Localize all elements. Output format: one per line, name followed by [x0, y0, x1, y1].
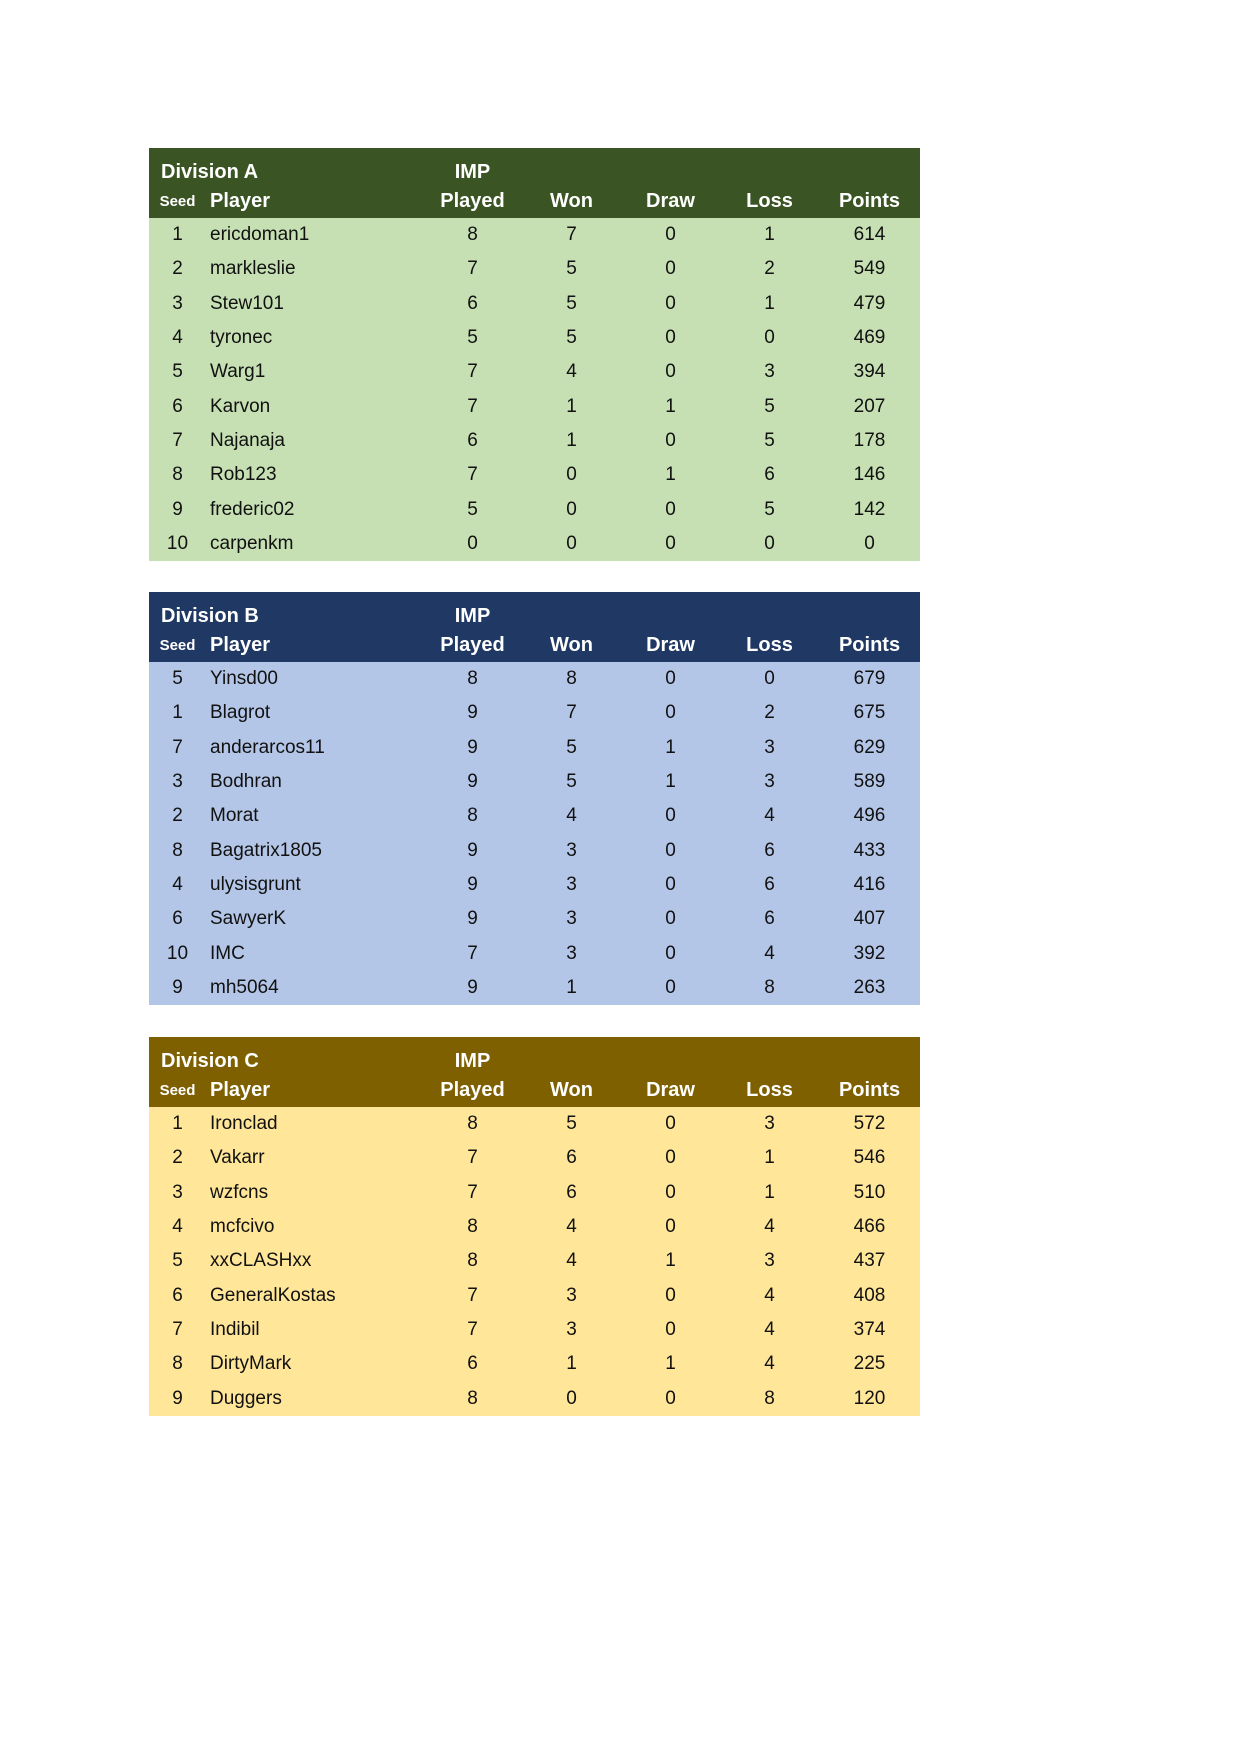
- imp-label: IMP: [454, 161, 491, 183]
- table-row: [149, 1176, 920, 1210]
- points-cell: 614: [853, 224, 886, 246]
- division-header: [149, 148, 920, 218]
- loss-cell: 3: [764, 361, 775, 383]
- seed-cell: 2: [172, 258, 183, 280]
- player-cell: mh5064: [210, 976, 279, 998]
- points-cell: 394: [853, 361, 886, 383]
- table-row: [149, 696, 920, 730]
- table-row: [149, 833, 920, 867]
- player-cell: Indibil: [210, 1318, 260, 1340]
- seed-cell: 6: [172, 395, 183, 417]
- draw-cell: 0: [665, 668, 676, 690]
- draw-cell: 1: [665, 736, 676, 758]
- seed-cell: 8: [172, 464, 183, 486]
- player-cell: Duggers: [210, 1387, 282, 1409]
- col-header-seed: Seed: [159, 637, 196, 654]
- seed-cell: 9: [172, 976, 183, 998]
- played-cell: 6: [467, 292, 478, 314]
- loss-cell: 3: [764, 771, 775, 793]
- seed-cell: 5: [172, 668, 183, 690]
- division-c-table: [149, 1037, 915, 1416]
- seed-cell: 6: [172, 1284, 183, 1306]
- player-cell: Yinsd00: [210, 668, 278, 690]
- points-cell: 120: [853, 1387, 886, 1409]
- draw-cell: 0: [665, 942, 676, 964]
- draw-cell: 0: [665, 532, 676, 554]
- played-cell: 8: [467, 805, 478, 827]
- played-cell: 9: [467, 702, 478, 724]
- won-cell: 5: [566, 327, 577, 349]
- won-cell: 4: [566, 1216, 577, 1238]
- points-cell: 0: [864, 532, 875, 554]
- won-cell: 4: [566, 361, 577, 383]
- player-cell: SawyerK: [210, 908, 287, 930]
- loss-cell: 2: [764, 702, 775, 724]
- table-row: [149, 1107, 920, 1141]
- points-cell: 142: [853, 498, 886, 520]
- won-cell: 3: [566, 1284, 577, 1306]
- table-row: [149, 492, 920, 526]
- draw-cell: 1: [665, 771, 676, 793]
- draw-cell: 0: [665, 258, 676, 280]
- played-cell: 6: [467, 1353, 478, 1375]
- division-title: Division C: [161, 1050, 259, 1072]
- won-cell: 5: [566, 258, 577, 280]
- division-body: [149, 1107, 920, 1416]
- col-header-loss: Loss: [746, 634, 793, 656]
- won-cell: 0: [566, 464, 577, 486]
- player-cell: tyronec: [210, 327, 273, 349]
- loss-cell: 0: [764, 532, 775, 554]
- won-cell: 0: [566, 532, 577, 554]
- table-row: [149, 662, 920, 696]
- table-row: [149, 1313, 920, 1347]
- player-cell: DirtyMark: [210, 1353, 292, 1375]
- division-table: [149, 1037, 920, 1416]
- draw-cell: 0: [665, 1181, 676, 1203]
- loss-cell: 0: [764, 327, 775, 349]
- loss-cell: 8: [764, 1387, 775, 1409]
- seed-cell: 7: [172, 429, 183, 451]
- points-cell: 679: [853, 668, 886, 690]
- played-cell: 9: [467, 873, 478, 895]
- points-cell: 407: [853, 908, 886, 930]
- played-cell: 8: [467, 224, 478, 246]
- draw-cell: 0: [665, 976, 676, 998]
- draw-cell: 0: [665, 224, 676, 246]
- draw-cell: 0: [665, 498, 676, 520]
- draw-cell: 0: [665, 1387, 676, 1409]
- table-row: [149, 458, 920, 492]
- points-cell: 392: [853, 942, 886, 964]
- table-row: [149, 1347, 920, 1381]
- col-header-played: Played: [440, 634, 505, 656]
- points-cell: 469: [853, 327, 886, 349]
- seed-cell: 4: [172, 327, 183, 349]
- won-cell: 3: [566, 1318, 577, 1340]
- player-cell: carpenkm: [210, 532, 294, 554]
- points-cell: 225: [853, 1353, 886, 1375]
- player-cell: markleslie: [210, 258, 296, 280]
- division-title: Division A: [161, 161, 259, 183]
- loss-cell: 2: [764, 258, 775, 280]
- player-cell: Stew101: [210, 292, 284, 314]
- won-cell: 5: [566, 1113, 577, 1135]
- points-cell: 207: [853, 395, 886, 417]
- loss-cell: 6: [764, 873, 775, 895]
- player-cell: anderarcos11: [210, 736, 325, 758]
- won-cell: 3: [566, 942, 577, 964]
- loss-cell: 6: [764, 839, 775, 861]
- division-table: [149, 592, 920, 1005]
- played-cell: 9: [467, 839, 478, 861]
- table-row: [149, 765, 920, 799]
- player-cell: GeneralKostas: [210, 1284, 336, 1306]
- played-cell: 7: [467, 258, 478, 280]
- played-cell: 7: [467, 942, 478, 964]
- draw-cell: 1: [665, 464, 676, 486]
- col-header-draw: Draw: [646, 190, 695, 212]
- won-cell: 3: [566, 839, 577, 861]
- draw-cell: 0: [665, 908, 676, 930]
- table-row: [149, 1278, 920, 1312]
- seed-cell: 1: [172, 224, 183, 246]
- loss-cell: 1: [764, 1147, 775, 1169]
- played-cell: 8: [467, 1250, 478, 1272]
- player-cell: IMC: [210, 942, 245, 964]
- col-header-played: Played: [440, 1079, 505, 1101]
- table-row: [149, 868, 920, 902]
- points-cell: 178: [853, 429, 886, 451]
- seed-cell: 9: [172, 1387, 183, 1409]
- won-cell: 7: [566, 702, 577, 724]
- player-cell: Bodhran: [210, 771, 282, 793]
- draw-cell: 0: [665, 1113, 676, 1135]
- draw-cell: 0: [665, 327, 676, 349]
- player-cell: Najanaja: [210, 429, 285, 451]
- table-row: [149, 252, 920, 286]
- played-cell: 6: [467, 429, 478, 451]
- table-row: [149, 218, 920, 252]
- seed-cell: 5: [172, 361, 183, 383]
- played-cell: 5: [467, 498, 478, 520]
- imp-label: IMP: [454, 1050, 491, 1072]
- draw-cell: 0: [665, 292, 676, 314]
- division-b-table: [149, 592, 915, 1005]
- loss-cell: 3: [764, 1113, 775, 1135]
- col-header-points: Points: [838, 190, 901, 212]
- loss-cell: 4: [764, 1284, 775, 1306]
- won-cell: 0: [566, 498, 577, 520]
- col-header-player: Player: [210, 1079, 271, 1101]
- points-cell: 675: [853, 702, 886, 724]
- points-cell: 572: [853, 1113, 886, 1135]
- loss-cell: 3: [764, 1250, 775, 1272]
- loss-cell: 4: [764, 942, 775, 964]
- draw-cell: 0: [665, 805, 676, 827]
- division-body: [149, 218, 920, 561]
- points-cell: 510: [853, 1181, 886, 1203]
- played-cell: 5: [467, 327, 478, 349]
- seed-cell: 1: [172, 702, 183, 724]
- imp-label: IMP: [454, 605, 491, 627]
- seed-cell: 7: [172, 1318, 183, 1340]
- won-cell: 0: [566, 1387, 577, 1409]
- player-cell: frederic02: [210, 498, 295, 520]
- loss-cell: 4: [764, 1318, 775, 1340]
- table-row: [149, 936, 920, 970]
- table-row: [149, 1141, 920, 1175]
- player-cell: Vakarr: [210, 1147, 265, 1169]
- loss-cell: 5: [764, 429, 775, 451]
- loss-cell: 4: [764, 1216, 775, 1238]
- table-row: [149, 1210, 920, 1244]
- player-cell: ulysisgrunt: [210, 873, 301, 895]
- points-cell: 589: [853, 771, 886, 793]
- won-cell: 1: [566, 395, 577, 417]
- player-cell: Ironclad: [210, 1113, 278, 1135]
- loss-cell: 1: [764, 224, 775, 246]
- table-row: [149, 527, 920, 561]
- loss-cell: 5: [764, 395, 775, 417]
- col-header-seed: Seed: [159, 1082, 196, 1099]
- loss-cell: 1: [764, 1181, 775, 1203]
- seed-cell: 1: [172, 1113, 183, 1135]
- col-header-loss: Loss: [746, 190, 793, 212]
- col-header-won: Won: [550, 190, 593, 212]
- col-header-points: Points: [838, 1079, 901, 1101]
- won-cell: 5: [566, 771, 577, 793]
- seed-cell: 2: [172, 805, 183, 827]
- won-cell: 5: [566, 736, 577, 758]
- loss-cell: 8: [764, 976, 775, 998]
- player-cell: wzfcns: [210, 1181, 269, 1203]
- player-cell: Warg1: [210, 361, 266, 383]
- won-cell: 8: [566, 668, 577, 690]
- seed-cell: 6: [172, 908, 183, 930]
- won-cell: 4: [566, 805, 577, 827]
- points-cell: 374: [853, 1318, 886, 1340]
- table-row: [149, 355, 920, 389]
- table-row: [149, 799, 920, 833]
- won-cell: 3: [566, 873, 577, 895]
- draw-cell: 0: [665, 873, 676, 895]
- table-row: [149, 424, 920, 458]
- player-cell: Blagrot: [210, 702, 271, 724]
- loss-cell: 6: [764, 908, 775, 930]
- points-cell: 263: [853, 976, 886, 998]
- points-cell: 433: [853, 839, 886, 861]
- won-cell: 4: [566, 1250, 577, 1272]
- table-row: [149, 971, 920, 1005]
- played-cell: 0: [467, 532, 478, 554]
- table-row: [149, 389, 920, 423]
- player-cell: ericdoman1: [210, 224, 310, 246]
- col-header-player: Player: [210, 634, 271, 656]
- draw-cell: 0: [665, 1216, 676, 1238]
- loss-cell: 5: [764, 498, 775, 520]
- table-row: [149, 1381, 920, 1415]
- played-cell: 7: [467, 464, 478, 486]
- col-header-draw: Draw: [646, 1079, 695, 1101]
- played-cell: 7: [467, 1181, 478, 1203]
- seed-cell: 10: [166, 532, 189, 554]
- loss-cell: 1: [764, 292, 775, 314]
- col-header-loss: Loss: [746, 1079, 793, 1101]
- player-cell: Karvon: [210, 395, 271, 417]
- played-cell: 9: [467, 976, 478, 998]
- played-cell: 8: [467, 1216, 478, 1238]
- points-cell: 496: [853, 805, 886, 827]
- played-cell: 7: [467, 1318, 478, 1340]
- seed-cell: 3: [172, 1181, 183, 1203]
- division-header: [149, 592, 920, 662]
- won-cell: 1: [566, 1353, 577, 1375]
- played-cell: 8: [467, 1113, 478, 1135]
- points-cell: 408: [853, 1284, 886, 1306]
- won-cell: 6: [566, 1181, 577, 1203]
- division-title: Division B: [161, 605, 259, 627]
- loss-cell: 4: [764, 1353, 775, 1375]
- table-row: [149, 1244, 920, 1278]
- won-cell: 1: [566, 429, 577, 451]
- seed-cell: 4: [172, 1216, 183, 1238]
- points-cell: 546: [853, 1147, 886, 1169]
- loss-cell: 3: [764, 736, 775, 758]
- won-cell: 3: [566, 908, 577, 930]
- draw-cell: 0: [665, 1147, 676, 1169]
- loss-cell: 6: [764, 464, 775, 486]
- points-cell: 479: [853, 292, 886, 314]
- seed-cell: 10: [166, 942, 189, 964]
- points-cell: 629: [853, 736, 886, 758]
- player-cell: Rob123: [210, 464, 277, 486]
- draw-cell: 1: [665, 1250, 676, 1272]
- played-cell: 9: [467, 771, 478, 793]
- won-cell: 1: [566, 976, 577, 998]
- won-cell: 6: [566, 1147, 577, 1169]
- player-cell: xxCLASHxx: [210, 1250, 312, 1272]
- won-cell: 5: [566, 292, 577, 314]
- played-cell: 8: [467, 668, 478, 690]
- col-header-played: Played: [440, 190, 505, 212]
- points-cell: 549: [853, 258, 886, 280]
- seed-cell: 9: [172, 498, 183, 520]
- draw-cell: 0: [665, 1318, 676, 1340]
- table-row: [149, 321, 920, 355]
- table-row: [149, 287, 920, 321]
- points-cell: 146: [853, 464, 886, 486]
- draw-cell: 0: [665, 702, 676, 724]
- division-a-table: [149, 148, 915, 561]
- points-cell: 416: [853, 873, 886, 895]
- played-cell: 9: [467, 908, 478, 930]
- division-header: [149, 1037, 920, 1107]
- col-header-won: Won: [550, 634, 593, 656]
- loss-cell: 4: [764, 805, 775, 827]
- division-table: [149, 148, 920, 561]
- draw-cell: 0: [665, 839, 676, 861]
- table-row: [149, 902, 920, 936]
- seed-cell: 7: [172, 736, 183, 758]
- played-cell: 9: [467, 736, 478, 758]
- points-cell: 437: [853, 1250, 886, 1272]
- seed-cell: 3: [172, 292, 183, 314]
- player-cell: Morat: [210, 805, 259, 827]
- loss-cell: 0: [764, 668, 775, 690]
- draw-cell: 0: [665, 1284, 676, 1306]
- played-cell: 7: [467, 395, 478, 417]
- points-cell: 466: [853, 1216, 886, 1238]
- player-cell: Bagatrix1805: [210, 839, 322, 861]
- draw-cell: 0: [665, 429, 676, 451]
- draw-cell: 1: [665, 1353, 676, 1375]
- played-cell: 8: [467, 1387, 478, 1409]
- table-row: [149, 731, 920, 765]
- draw-cell: 1: [665, 395, 676, 417]
- seed-cell: 4: [172, 873, 183, 895]
- seed-cell: 3: [172, 771, 183, 793]
- col-header-seed: Seed: [159, 193, 196, 210]
- player-cell: mcfcivo: [210, 1216, 275, 1238]
- played-cell: 7: [467, 361, 478, 383]
- won-cell: 7: [566, 224, 577, 246]
- seed-cell: 8: [172, 1353, 183, 1375]
- draw-cell: 0: [665, 361, 676, 383]
- seed-cell: 8: [172, 839, 183, 861]
- col-header-points: Points: [838, 634, 901, 656]
- col-header-won: Won: [550, 1079, 593, 1101]
- division-body: [149, 662, 920, 1005]
- col-header-player: Player: [210, 190, 271, 212]
- seed-cell: 5: [172, 1250, 183, 1272]
- seed-cell: 2: [172, 1147, 183, 1169]
- played-cell: 7: [467, 1284, 478, 1306]
- played-cell: 7: [467, 1147, 478, 1169]
- col-header-draw: Draw: [646, 634, 695, 656]
